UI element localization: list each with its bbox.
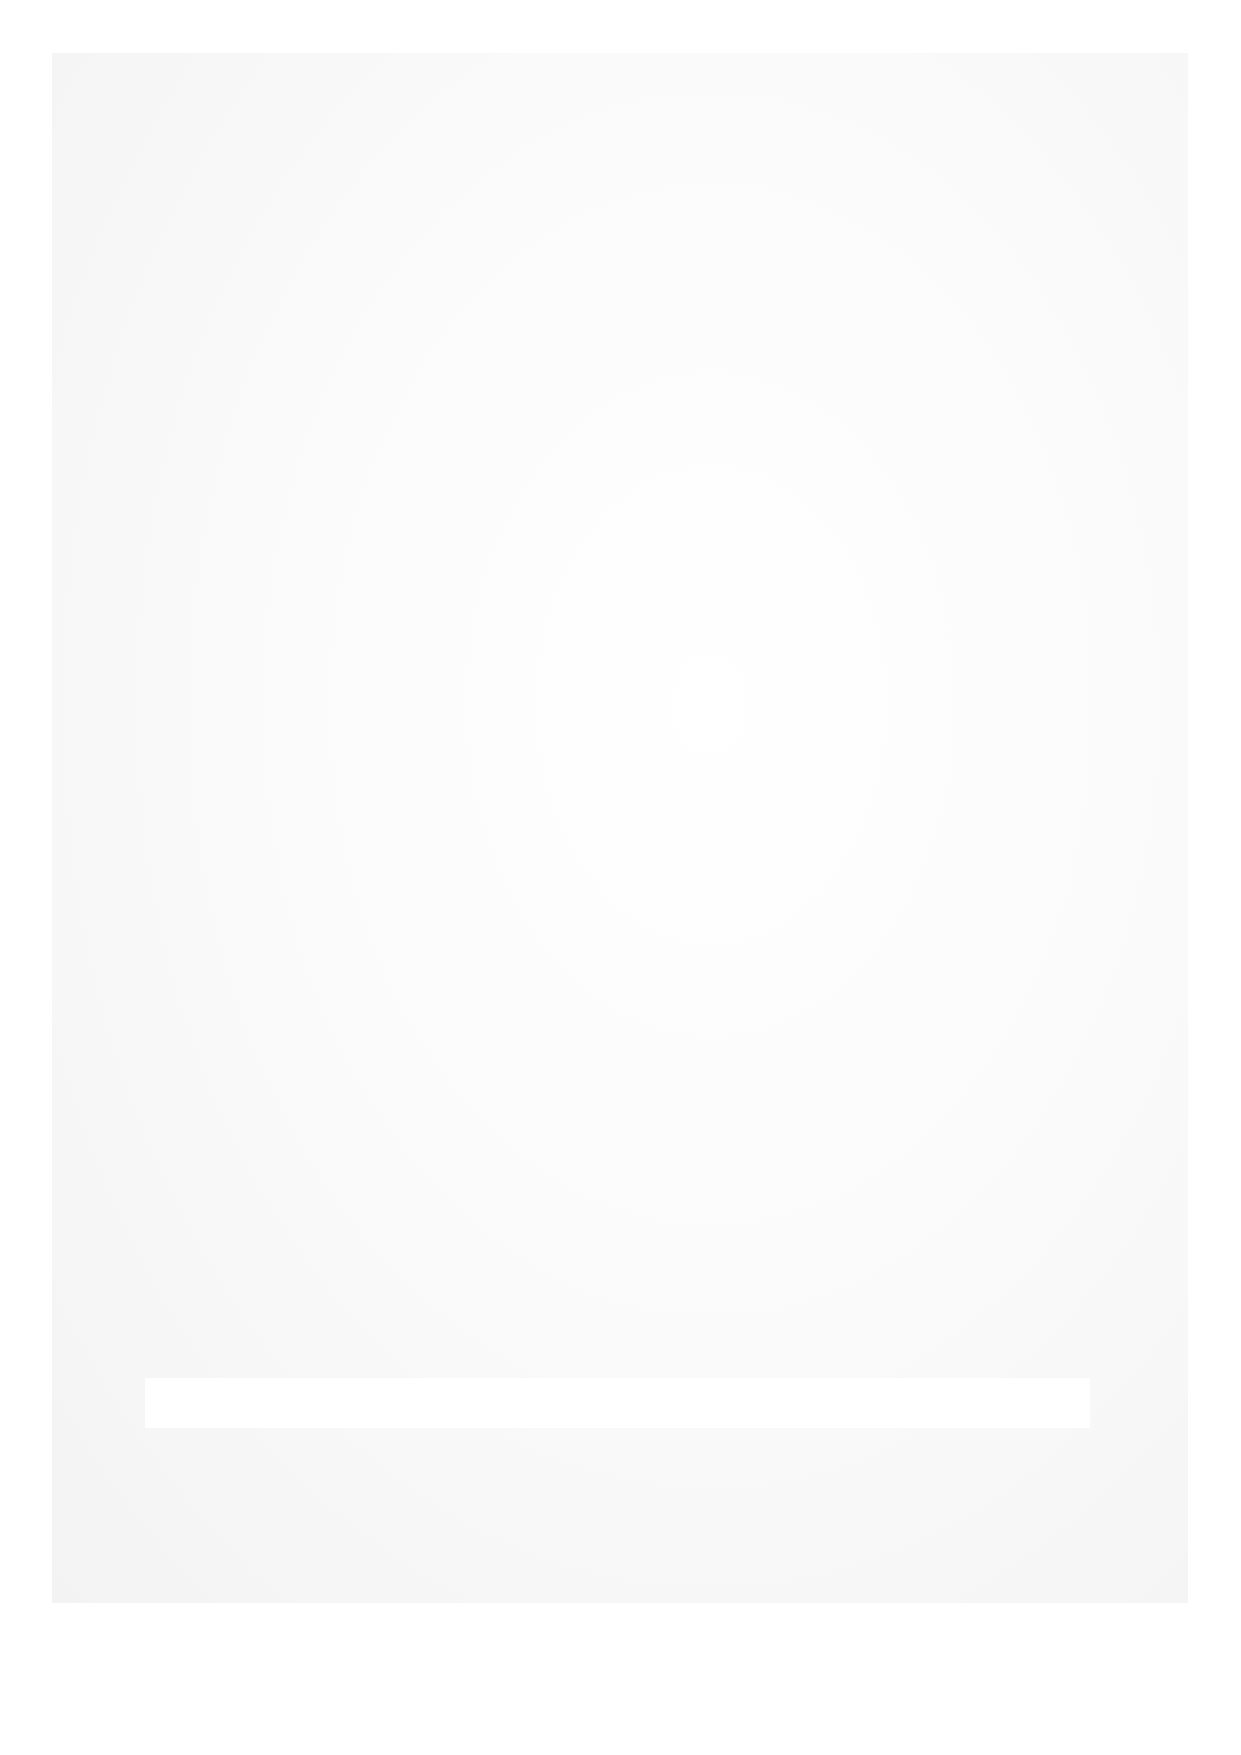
nefful-logo [907,1640,1177,1735]
blank-strip [145,1378,1090,1428]
sparkle-pattern-top-right [940,53,1188,323]
n50-anniversary-logo [745,1640,885,1735]
